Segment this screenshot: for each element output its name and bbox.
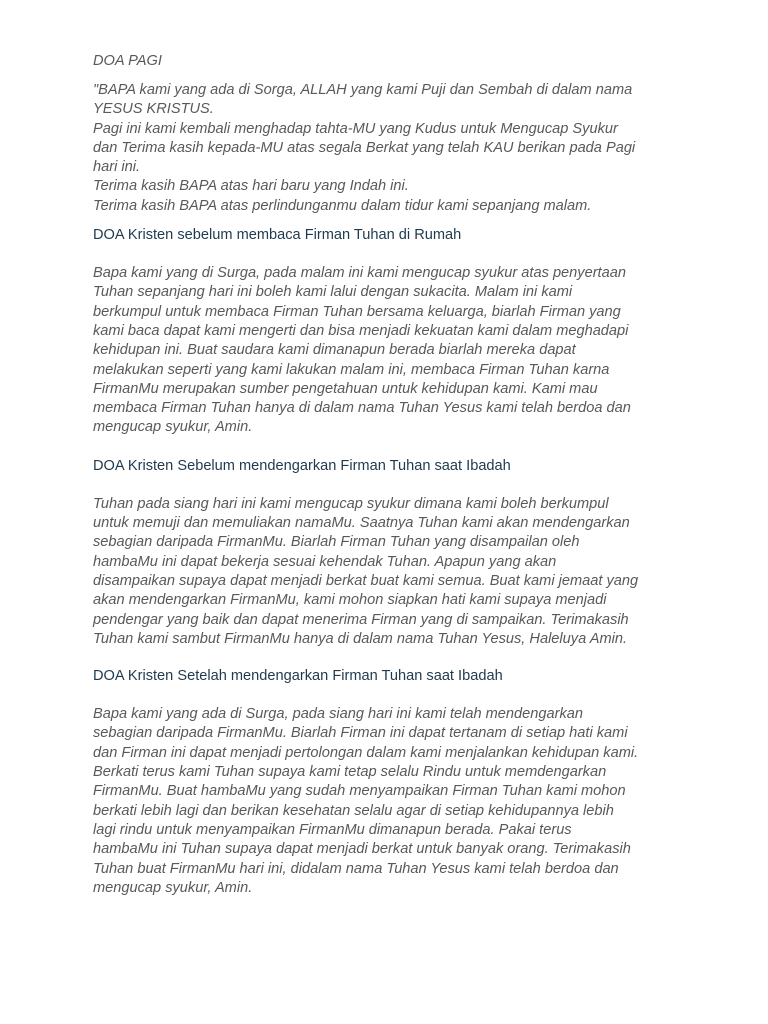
paragraph-line: Berkati terus kami Tuhan supaya kami tetap selalu Rindu untuk memdengarkan <box>93 764 607 781</box>
paragraph-line: membaca Firman Tuhan hanya di dalam nama Tuhan Yesus kami telah berdoa dan <box>93 400 631 417</box>
paragraph-line: Tuhan sepanjang hari ini boleh kami lalui dengan sukacita. Malam ini kami <box>93 284 573 301</box>
paragraph-line: kami baca dapat kami mengerti dan bisa menjadi kekuatan kami dalam meghadapi <box>93 322 629 339</box>
paragraph-line: lagi rindu untuk menyampaikan FirmanMu dimanapun berada. Pakai terus <box>93 821 572 838</box>
paragraph-line: mengucap syukur, Amin. <box>93 419 253 436</box>
intro-line: "BAPA kami yang ada di Sorga, ALLAH yang kami Puji dan Sembah di dalam nama <box>93 82 633 98</box>
paragraph-line: pendengar yang baik dan dapat menerima Firman yang di sampaikan. Terimakasih <box>93 611 629 628</box>
intro-paragraph <box>93 81 683 216</box>
paragraph-line: kehidupan ini. Buat saudara kami dimanapun berada biarlah mereka dapat <box>93 342 576 359</box>
paragraph-line: akan mendengarkan FirmanMu, kami mohon siapkan hati kami supaya menjadi <box>93 592 607 609</box>
paragraph-line: Tuhan kami sambut FirmanMu hanya di dalam nama Tuhan Yesus, Haleluya Amin. <box>93 630 628 647</box>
paragraph-line: FirmanMu. Buat hambaMu yang sudah menyampaikan Firman Tuhan kami mohon <box>93 783 626 800</box>
paragraph-line: Bapa kami yang ada di Surga, pada siang hari ini kami telah mendengarkan <box>93 706 584 723</box>
section-heading-2: DOA Kristen Sebelum mendengarkan Firman Tuhan saat Ibadah <box>93 457 511 474</box>
paragraph-line: disampaikan supaya dapat menjadi berkat buat kami semua. Buat kami jemaat yang <box>93 572 639 589</box>
paragraph-line: Tuhan pada siang hari ini kami mengucap syukur dimana kami boleh berkumpul <box>93 495 609 512</box>
intro-line: hari ini. <box>93 159 141 176</box>
section-heading-1: DOA Kristen sebelum membaca Firman Tuhan di Rumah <box>93 227 462 244</box>
intro-line: dan Terima kasih kepada-MU atas segala Berkat yang telah KAU berikan pada Pagi <box>93 139 636 156</box>
section-paragraph-1 <box>93 264 683 438</box>
paragraph-line: hambaMu ini dapat bekerja sesuai kehendak Tuhan. Apapun yang akan <box>93 553 557 570</box>
paragraph-line: Bapa kami yang di Surga, pada malam ini kami mengucap syukur atas penyertaan <box>93 265 626 282</box>
paragraph-line: FirmanMu merupakan sumber pengetahuan untuk kehidupan kami. Kami mau <box>93 380 598 397</box>
paragraph-line: Tuhan buat FirmanMu hari ini, didalam nama Tuhan Yesus kami telah berdoa dan <box>93 860 619 877</box>
paragraph-line: melakukan seperti yang kami lakukan malam ini, membaca Firman Tuhan karna <box>93 361 610 378</box>
paragraph-line: mengucap syukur, Amin. <box>93 879 253 896</box>
paragraph-line: hambaMu ini Tuhan supaya dapat menjadi berkat untuk banyak orang. Terimakasih <box>93 841 631 858</box>
paragraph-line: sebagian daripada FirmanMu. Biarlah Firman Tuhan yang disampailan oleh <box>93 534 580 551</box>
intro-line: Terima kasih BAPA atas perlindunganmu dalam tidur kami sepanjang malam. <box>93 197 592 214</box>
intro-line: Pagi ini kami kembali menghadap tahta-MU yang Kudus untuk Mengucap Syukur <box>93 120 618 137</box>
section-paragraph-2 <box>93 495 683 649</box>
section-heading-3: DOA Kristen Setelah mendengarkan Firman Tuhan saat Ibadah <box>93 668 503 685</box>
section-paragraph-3 <box>93 705 683 898</box>
paragraph-line: berkati lebih lagi dan berikan kesehatan selalu agar di setiap kehidupannya lebih <box>93 802 614 819</box>
paragraph-line: untuk memuji dan memuliakan namaMu. Saatnya Tuhan kami akan mendengarkan <box>93 515 630 532</box>
intro-line: Terima kasih BAPA atas hari baru yang Indah ini. <box>93 178 409 195</box>
paragraph-line: sebagian daripada FirmanMu. Biarlah Firman ini dapat tertanam di setiap hati kami <box>93 725 628 742</box>
document-page <box>93 52 683 898</box>
intro-line: YESUS KRISTUS. <box>93 101 214 118</box>
document-title: DOA PAGI <box>93 53 162 69</box>
paragraph-line: berkumpul untuk membaca Firman Tuhan bersama keluarga, biarlah Firman yang <box>93 303 621 320</box>
paragraph-line: dan Firman ini dapat menjadi pertolongan dalam kami menjalankan kehidupan kami. <box>93 744 639 761</box>
